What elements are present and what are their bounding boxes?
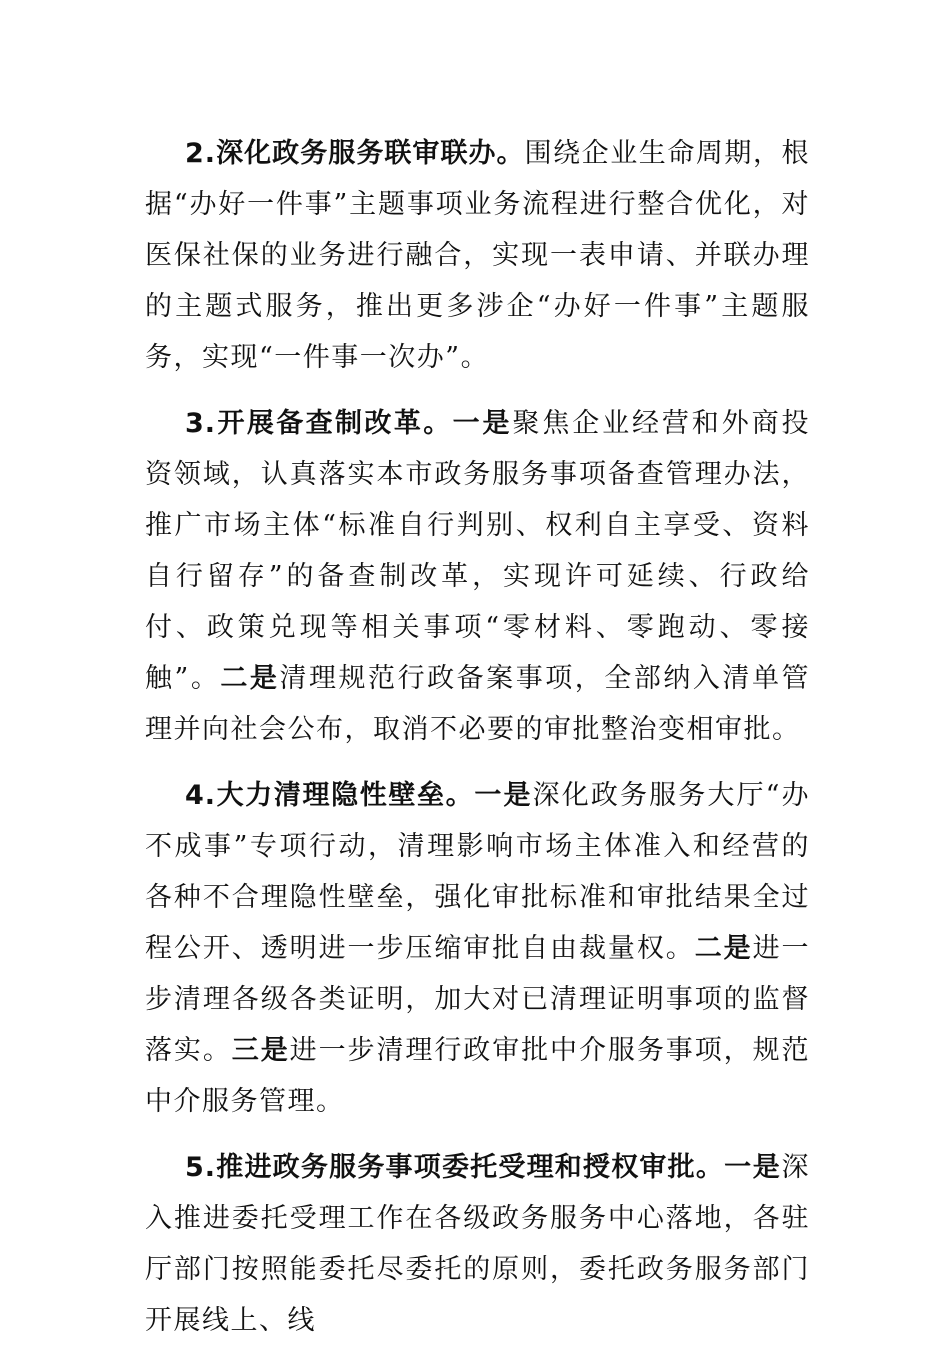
- paragraph-heading: 2.深化政务服务联审联办。: [185, 138, 525, 169]
- paragraph-heading: 3.开展备查制改革。: [185, 408, 453, 439]
- enumeration-marker: 二是: [220, 663, 280, 694]
- paragraph-item-3: [145, 398, 810, 755]
- paragraph-text: 进一步清理行政审批中介服务事项，规范中介服务管理。: [145, 1035, 811, 1117]
- paragraph-heading: 4.大力清理隐性壁垒。: [185, 780, 475, 811]
- document-body: [145, 128, 810, 1361]
- paragraph-item-5: [145, 1142, 810, 1346]
- paragraph-text: 清理规范行政备案事项，全部纳入清单管理并向社会公布，取消不必要的审批整治变相审批。: [145, 663, 810, 745]
- paragraph-text: 围绕企业生命周期，根据“办好一件事”主题事项业务流程进行整合优化，对医保社保的业务进行融合，实现一表申请、并联办理的主题式服务，推出更多涉企“办好一件事”主题服务，实现“一件事一次办”。: [145, 138, 811, 373]
- enumeration-marker: 一是: [724, 1152, 782, 1183]
- paragraph-text: 深化政务服务大厅“办不成事”专项行动，清理影响市场主体准入和经营的各种不合理隐性壁垒，强化审批标准和审批结果全过程公开、透明进一步压缩审批自由裁量权。: [145, 780, 811, 964]
- paragraph-text: 深入推进委托受理工作在各级政务服务中心落地，各驻厅部门按照能委托尽委托的原则，委托政务服务部门开展线上、线: [145, 1152, 811, 1336]
- enumeration-marker: 一是: [474, 780, 533, 811]
- paragraph-item-2: [145, 128, 810, 383]
- paragraph-text: 进一步清理各级各类证明，加大对已清理证明事项的监督落实。: [145, 933, 811, 1066]
- enumeration-marker: 三是: [231, 1035, 290, 1066]
- paragraph-text: 聚焦企业经营和外商投资领域，认真落实本市政务服务事项备查管理办法，推广市场主体“标准自行判别、权利自主享受、资料自行留存”的备查制改革，实现许可延续、行政给付、政策兑现等相关事项“零材料、零跑动、零接触”。: [145, 408, 811, 694]
- paragraph-item-4: [145, 770, 810, 1127]
- paragraph-heading: 5.推进政务服务事项委托受理和授权审批。: [185, 1152, 725, 1183]
- enumeration-marker: 一是: [452, 408, 513, 439]
- enumeration-marker: 二是: [694, 933, 753, 964]
